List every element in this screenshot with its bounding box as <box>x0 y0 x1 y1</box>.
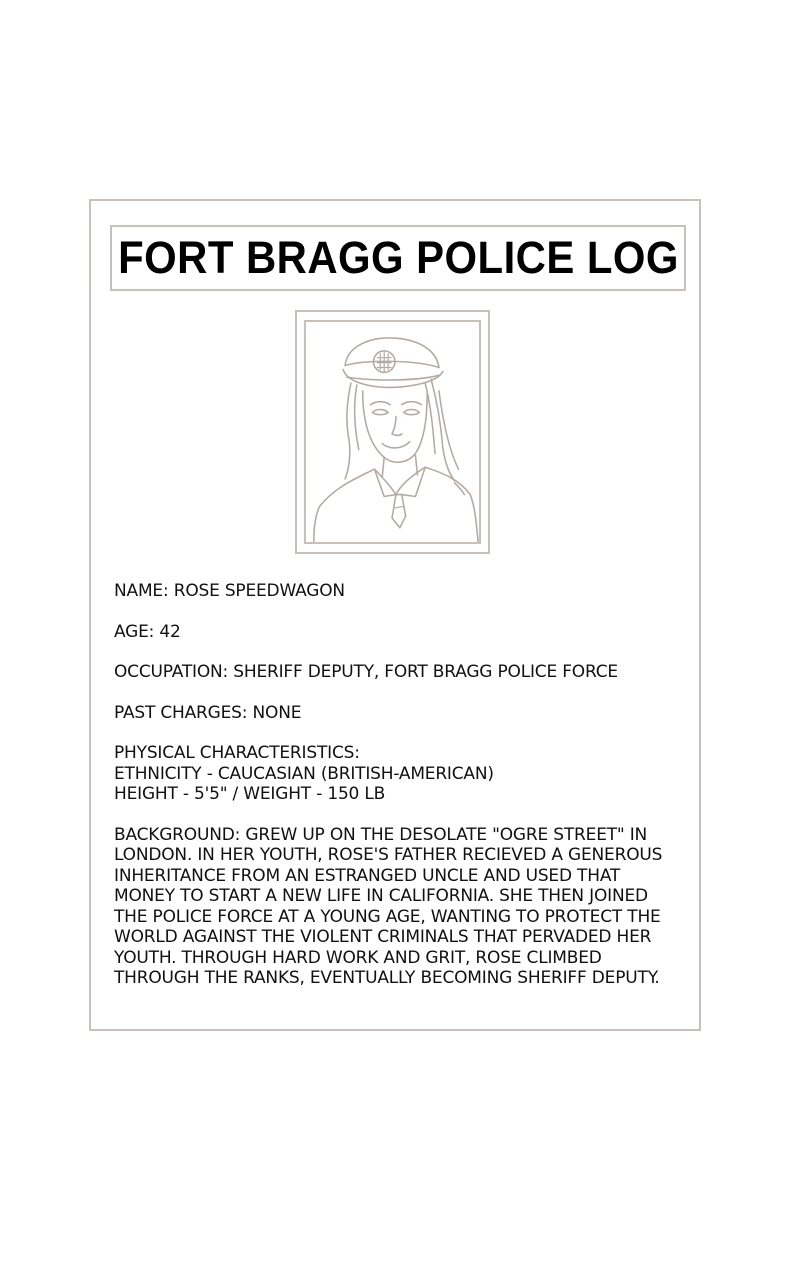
background-line-4: THE POLICE FORCE AT A YOUNG AGE, WANTING TO PROTECT THE <box>114 906 661 927</box>
occupation-label: OCCUPATION: <box>114 662 229 682</box>
photo-frame <box>295 310 490 554</box>
physical-characteristics-field <box>114 743 694 805</box>
record-fields <box>114 581 694 1009</box>
past-charges-value: NONE <box>252 702 302 723</box>
police-log-card <box>89 199 701 1031</box>
age-field <box>114 622 694 643</box>
past-charges-label: PAST CHARGES: <box>114 702 248 723</box>
background-line-1: LONDON. IN HER YOUTH, ROSE'S FATHER RECIEVED A GENEROUS <box>114 845 663 865</box>
background-line-6: YOUTH. THROUGH HARD WORK AND GRIT, ROSE CLIMBED <box>114 947 602 968</box>
name-field <box>114 581 694 602</box>
physical-characteristics-label: PHYSICAL CHARACTERISTICS: <box>114 743 360 763</box>
background-line-5: WORLD AGAINST THE VIOLENT CRIMINALS THAT PERVADED HER <box>114 927 652 947</box>
ethnicity-line: ETHNICITY - CAUCASIAN (BRITISH-AMERICAN) <box>114 763 494 784</box>
background-field <box>114 825 690 989</box>
background-line-3: MONEY TO START A NEW LIFE IN CALIFORNIA. SHE THEN JOINED <box>114 886 648 906</box>
occupation-value: SHERIFF DEPUTY, FORT BRAGG POLICE FORCE <box>233 662 618 682</box>
height-weight-line: HEIGHT - 5'5" / WEIGHT - 150 LB <box>114 784 386 804</box>
past-charges-field <box>114 703 694 724</box>
background-label: BACKGROUND: <box>114 824 241 845</box>
portrait-sketch <box>306 322 479 542</box>
name-value: ROSE SPEEDWAGON <box>173 581 345 601</box>
portrait-photo <box>304 320 481 544</box>
age-label: AGE: <box>114 621 155 642</box>
title-box <box>110 225 686 291</box>
age-value: 42 <box>159 621 181 642</box>
background-text-0: GREW UP ON THE DESOLATE "OGRE STREET" IN <box>245 824 648 845</box>
name-label: NAME: <box>114 581 169 601</box>
background-line-7: THROUGH THE RANKS, EVENTUALLY BECOMING SHERIFF DEPUTY. <box>114 968 660 988</box>
occupation-field <box>114 662 694 683</box>
background-line-2: INHERITANCE FROM AN ESTRANGED UNCLE AND USED THAT <box>114 865 621 886</box>
page-title: FORT BRAGG POLICE LOG <box>117 232 679 283</box>
background-line-0 <box>114 825 690 846</box>
